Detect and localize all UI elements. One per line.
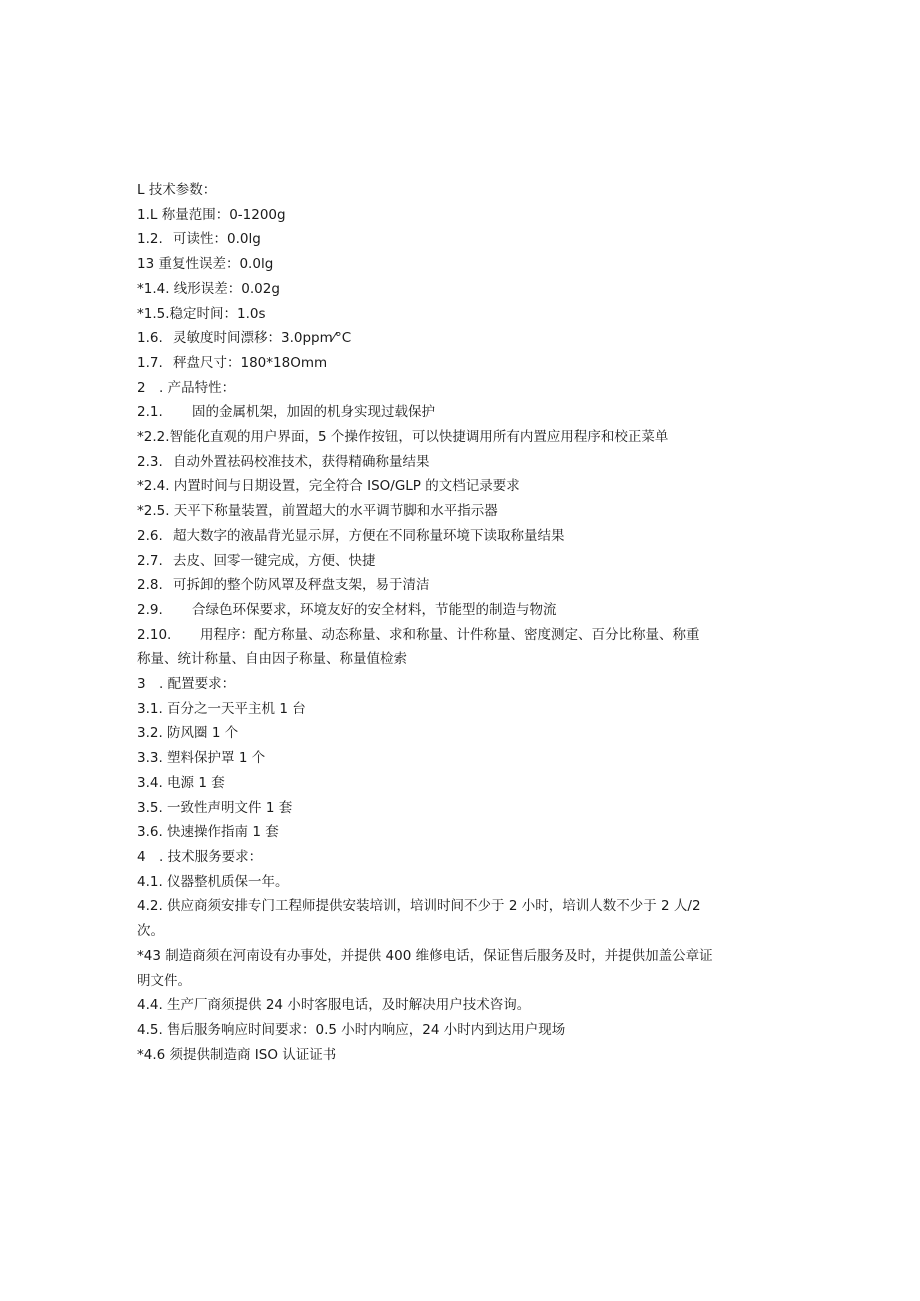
section-1-title: L 技术参数： (137, 182, 217, 198)
section-title-text: . 技术服务要求： (159, 848, 263, 865)
spec-number: 1.7. (137, 354, 163, 371)
section-number: 2 (137, 379, 146, 396)
config-3-1: 3.1. 百分之一天平主机 1 台 (137, 700, 306, 717)
spec-1-1: 1.L 称量范围：0-1200g (137, 206, 286, 223)
config-3-3: 3.3. 塑料保护罩 1 个 (137, 750, 266, 767)
feature-text: 固的金属机架，加固的机身实现过载保护 (192, 404, 435, 421)
feature-2-5: *2.5. 天平下称量装置，前置超大的水平调节脚和水平指示器 (137, 503, 498, 520)
spec-1-3: 13 重复性误差：0.0lg (137, 256, 274, 273)
feature-2-6 (137, 524, 787, 549)
feature-2-1 (137, 400, 787, 425)
document-body (137, 178, 787, 1067)
spec-1-7 (137, 351, 787, 376)
feature-2-2: *2.2.智能化直观的用户界面，5 个操作按钮，可以快捷调用所有内置应用程序和校正菜单 (137, 429, 669, 446)
service-4-6: *4.6 须提供制造商 ISO 认证证书 (137, 1046, 337, 1063)
service-4-2: 4.2. 供应商须安排专门工程师提供安装培训，培训时间不少于 2 小时，培训人数不少于 2 人/2 (137, 898, 701, 915)
service-4-5: 4.5. 售后服务响应时间要求：0.5 小时内响应，24 小时内到达用户现场 (137, 1021, 566, 1038)
feature-text: 超大数字的液晶背光显示屏，方便在不同称量环境下读取称量结果 (173, 527, 565, 544)
feature-2-4: *2.4. 内置时间与日期设置，完全符合 ISO/GLP 的文档记录要求 (137, 478, 520, 495)
feature-number: 2.3. (137, 453, 163, 470)
feature-text: 用程序：配方称量、动态称量、求和称量、计件称量、密度测定、百分比称量、称重 (200, 626, 700, 643)
spec-number: 1.6. (137, 330, 163, 347)
spec-1-5: *1.5.稳定时间：1.0s (137, 305, 266, 322)
feature-2-10-continued: 称量、统计称量、自由因子称量、称量值检索 (137, 651, 407, 668)
feature-number: 2.9. (137, 601, 163, 618)
spec-1-4: *1.4. 线形误差：0.02g (137, 280, 280, 297)
spec-number: 1.2. (137, 231, 163, 248)
config-3-6: 3.6. 快速操作指南 1 套 (137, 824, 279, 841)
spec-text: 灵敏度时间漂移：3.0ppm⁄°C (173, 330, 352, 347)
feature-text: 可拆卸的整个防风罩及秤盘支架，易于清洁 (173, 577, 430, 594)
service-4-2-continued: 次。 (137, 923, 164, 940)
feature-text: 自动外置祛码校准技术，获得精确称量结果 (173, 453, 430, 470)
spec-text: 秤盘尺寸：180*18Omm (173, 354, 328, 371)
feature-number: 2.1. (137, 404, 163, 421)
feature-text: 去皮、回零一键完成，方便、快捷 (173, 552, 376, 569)
feature-2-7 (137, 549, 787, 574)
section-2-title (137, 376, 787, 401)
feature-number: 2.10. (137, 626, 172, 643)
section-title-text: . 产品特性： (159, 379, 236, 396)
service-4-1: 4.1. 仪器整机质保一年。 (137, 873, 289, 890)
config-3-2: 3.2. 防风圈 1 个 (137, 725, 239, 742)
spec-1-6 (137, 326, 787, 351)
spec-1-2 (137, 227, 787, 252)
section-title-text: . 配置要求： (159, 676, 236, 693)
section-3-title (137, 672, 787, 697)
spec-text: 可读性：0.0lg (173, 231, 261, 248)
section-number: 3 (137, 676, 146, 693)
feature-2-3 (137, 450, 787, 475)
feature-number: 2.8. (137, 577, 163, 594)
service-4-3: *43 制造商须在河南设有办事处，并提供 400 维修电话，保证售后服务及时，并提供加盖公章证 (137, 947, 713, 964)
config-3-5: 3.5. 一致性声明文件 1 套 (137, 799, 293, 816)
feature-number: 2.7. (137, 552, 163, 569)
feature-2-10 (137, 623, 787, 648)
feature-text: 合绿色环保要求，环境友好的安全材料，节能型的制造与物流 (192, 601, 557, 618)
service-4-4: 4.4. 生产厂商须提供 24 小时客服电话，及时解决用户技术咨询。 (137, 997, 531, 1014)
feature-2-8 (137, 573, 787, 598)
config-3-4: 3.4. 电源 1 套 (137, 774, 225, 791)
service-4-3-continued: 明文件。 (137, 972, 191, 989)
feature-number: 2.6. (137, 527, 163, 544)
feature-2-9 (137, 598, 787, 623)
section-number: 4 (137, 848, 146, 865)
section-4-title (137, 845, 787, 870)
